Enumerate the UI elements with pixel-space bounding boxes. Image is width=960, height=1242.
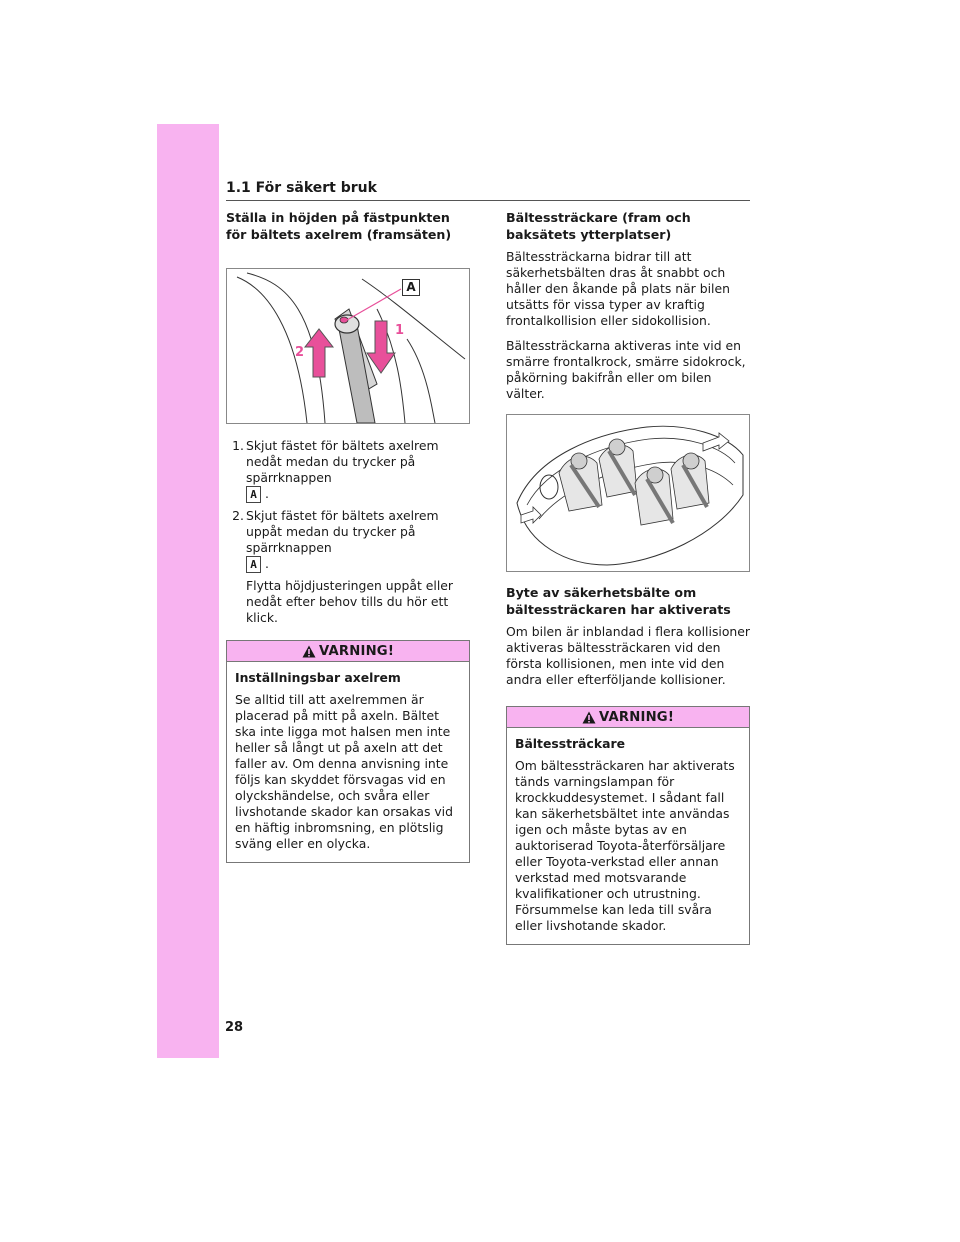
replacement-para: Om bilen är inblandad i flera kollisioner aktiveras bältessträckaren vid den första kollisionen, men inte vid den andra eller efterföljande kollisioner. xyxy=(506,624,750,687)
header-rule xyxy=(226,200,750,201)
step-item xyxy=(226,438,472,503)
arrow-label-2: 2 xyxy=(295,345,305,360)
warning-box-axelrem xyxy=(226,640,470,863)
step-text: Skjut fästet för bältets axelrem nedåt medan du trycker på spärrknappen xyxy=(246,438,439,485)
arrow-label-1: 1 xyxy=(395,323,405,338)
step-text-wrap xyxy=(246,438,472,503)
callout-a-box: A xyxy=(402,279,420,296)
warning-title: VARNING! xyxy=(598,709,675,725)
belt-anchor-illustration xyxy=(227,269,469,423)
warning-triangle-icon xyxy=(582,711,596,724)
warning-header xyxy=(507,707,749,728)
warning-box-pretensioner xyxy=(506,706,750,945)
step-text: Skjut fästet för bältets axelrem uppåt medan du trycker på spärrknappen xyxy=(246,508,439,555)
adjust-note: Flytta höjdjusteringen uppåt eller nedåt efter behov tills du hör ett klick. xyxy=(246,578,453,625)
page-number: 28 xyxy=(225,1020,244,1035)
side-color-band xyxy=(157,124,219,1058)
right-column xyxy=(506,209,752,945)
replacement-subheading: Byte av säkerhetsbälte om bältessträckaren har aktiverats xyxy=(506,585,731,617)
step-number: 2. xyxy=(232,508,244,523)
pretensioner-illustration xyxy=(507,415,749,571)
pretensioner-heading: Bältessträckare (fram och baksätets ytterplatser) xyxy=(506,210,691,242)
pretensioner-para-2: Bältessträckarna aktiveras inte vid en smärre frontalkrock, smärre sidokrock, påkörning bakifrån eller om bilen välter. xyxy=(506,338,746,401)
section-header: 1.1 För säkert bruk xyxy=(226,180,377,196)
adjust-steps-list xyxy=(226,438,472,626)
warning-text: Om bältessträckaren har aktiverats tänds varningslampan för krockkuddesystemet. I sådant fall kan säkerhetsbältet inte användas igen och måste bytas av en auktoriserad Toyota-återförsäljare eller Toyota-verkstad eller annan verkstad med motsvarande kvalifikationer och utrustning. Försummelse kan leda till svåra eller livshotande skador. xyxy=(515,758,735,933)
warning-subtitle: Bältessträckare xyxy=(515,736,625,751)
warning-text: Se alltid till att axelremmen är placerad på mitt på axeln. Bältet ska inte ligga mot halsen men inte heller så långt ut på axeln att det faller av. Om denna anvisning inte följs kan skyddet försvagas vid en olyckshändelse, och svåra eller livshotande skador kan orsakas vid en häftig inbromsning, en plötslig sväng eller en olycka. xyxy=(235,692,453,851)
step-item xyxy=(226,508,472,573)
step-end: . xyxy=(265,556,269,571)
warning-header xyxy=(227,641,469,662)
pretensioner-para-1: Bältessträckarna bidrar till att säkerhetsbälten dras åt snabbt och håller den åkande på plats när bilen utsätts för vissa typer av kraftig frontalkollision eller sidokollision. xyxy=(506,249,730,328)
step-end: . xyxy=(265,486,269,501)
warning-body xyxy=(227,662,469,862)
left-column xyxy=(226,209,472,863)
warning-body xyxy=(507,728,749,944)
release-button-key: A xyxy=(246,486,261,503)
pretensioner-figure xyxy=(506,414,750,572)
warning-triangle-icon xyxy=(302,645,316,658)
belt-anchor-figure xyxy=(226,268,470,424)
warning-subtitle: Inställningsbar axelrem xyxy=(235,670,401,685)
release-button-key: A xyxy=(246,556,261,573)
warning-title: VARNING! xyxy=(318,643,395,659)
step-note xyxy=(226,578,472,626)
step-text-wrap xyxy=(246,508,472,573)
step-number: 1. xyxy=(232,438,244,453)
belt-height-heading: Ställa in höjden på fästpunkten för bältets axelrem (framsäten) xyxy=(226,210,452,242)
